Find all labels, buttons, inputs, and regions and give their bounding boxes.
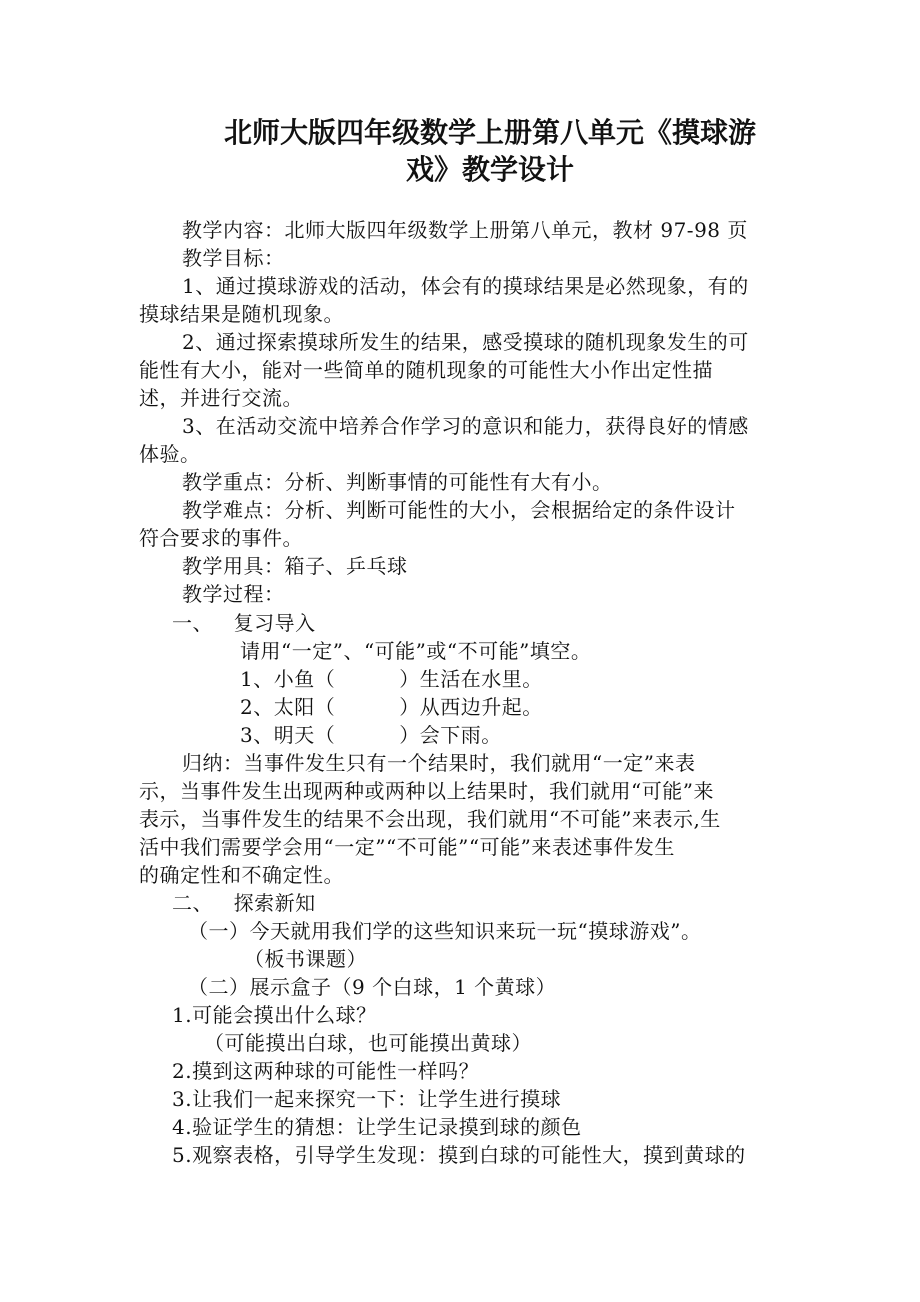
fill-blank-item-2 xyxy=(240,693,543,721)
question-2: 2.摸到这两种球的可能性一样吗？ xyxy=(172,1059,480,1083)
fill-blank-2-suffix: ）从西边升起。 xyxy=(399,695,543,719)
fill-blank-3-suffix: ）会下雨。 xyxy=(399,723,502,747)
fill-blank-item-1 xyxy=(240,665,543,693)
objective-2-line-2: 能性有大小，能对一些简单的随机现象的可能性大小作出定性描 xyxy=(139,358,713,382)
summary-line-2: 示，当事件发生出现两种或两种以上结果时，我们就用“可能”来 xyxy=(139,779,714,803)
question-1-answer: （可能摸出白球，也可能摸出黄球） xyxy=(204,1031,532,1055)
objective-2-line-1: 2、通过探索摸球所发生的结果，感受摸球的随机现象发生的可 xyxy=(182,330,749,354)
objective-3-line-1: 3、在活动交流中培养合作学习的意识和能力，获得良好的情感 xyxy=(182,414,749,438)
objectives-label: 教学目标： xyxy=(182,246,285,270)
fill-blank-1-suffix: ）生活在水里。 xyxy=(399,667,543,691)
summary-line-3: 表示，当事件发生的结果不会出现，我们就用“不可能”来表示,生 xyxy=(139,807,721,831)
document-title-line-2: 戏》教学设计 xyxy=(405,153,574,186)
objective-1-line-1: 1、通过摸球游戏的活动，体会有的摸球结果是必然现象，有的 xyxy=(182,274,749,298)
question-1: 1.可能会摸出什么球？ xyxy=(172,1003,377,1027)
fill-blank-item-3 xyxy=(240,721,502,749)
teaching-process-label: 教学过程： xyxy=(182,582,285,606)
question-4: 4.验证学生的猜想：让学生记录摸到球的颜色 xyxy=(172,1115,582,1139)
objective-2-line-3: 述，并进行交流。 xyxy=(139,386,303,410)
question-3: 3.让我们一起来探究一下：让学生进行摸球 xyxy=(172,1087,562,1111)
objective-3-line-2: 体验。 xyxy=(139,442,201,466)
document-title-line-1: 北师大版四年级数学上册第八单元《摸球游 xyxy=(223,116,756,149)
objective-1-line-2: 摸球结果是随机现象。 xyxy=(139,302,344,326)
fill-blank-1-prefix: 1、小鱼（ xyxy=(240,667,336,691)
fill-blank-2-prefix: 2、太阳（ xyxy=(240,695,336,719)
subsection-1: （一）今天就用我们学的这些知识来玩一玩“摸球游戏”。 xyxy=(188,919,702,943)
section-2-heading: 二、 探索新知 xyxy=(172,891,316,915)
summary-line-1: 归纳：当事件发生只有一个结果时，我们就用“一定”来表 xyxy=(182,751,696,775)
teaching-content: 教学内容：北师大版四年级数学上册第八单元，教材 97-98 页 xyxy=(182,218,748,242)
subsection-1-note: （板书课题） xyxy=(244,947,367,971)
teaching-tools: 教学用具：箱子、乒乓球 xyxy=(182,554,408,578)
question-5: 5.观察表格，引导学生发现：摸到白球的可能性大，摸到黄球的 xyxy=(172,1143,746,1167)
section-1-heading: 一、 复习导入 xyxy=(172,611,316,635)
difficulty-line-2: 符合要求的事件。 xyxy=(139,526,303,550)
summary-line-4: 活中我们需要学会用“一定”“不可能”“可能”来表述事件发生 xyxy=(139,835,675,859)
difficulty-line-1: 教学难点：分析、判断可能性的大小，会根据给定的条件设计 xyxy=(182,498,736,522)
subsection-2: （二）展示盒子（9 个白球，1 个黄球） xyxy=(188,975,557,999)
key-point: 教学重点：分析、判断事情的可能性有大有小。 xyxy=(182,470,613,494)
summary-line-5: 的确定性和不确定性。 xyxy=(139,863,344,887)
fill-blank-3-prefix: 3、明天（ xyxy=(240,723,336,747)
fill-blank-instruction: 请用“一定”、“可能”或“不可能”填空。 xyxy=(240,639,592,663)
